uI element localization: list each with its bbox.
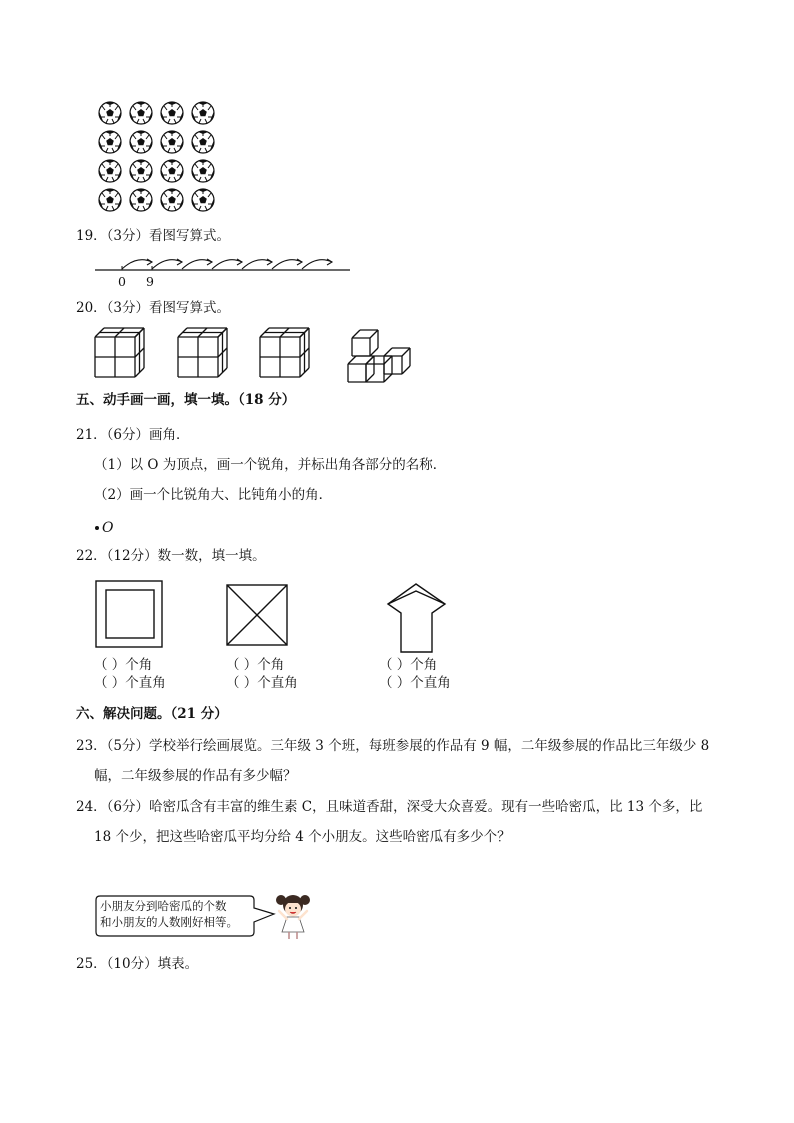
section-5-title: 五、动手画一画，填一填。（18 分） <box>76 392 296 408</box>
bubble-line-2: 和小朋友的人数刚好相等。 <box>100 914 238 929</box>
q22-label: 22．（12分）数一数，填一填。 <box>76 548 266 564</box>
q19-label: 19．（3分）看图写算式。 <box>76 228 231 244</box>
shape2-right-angles[interactable]: （ ）个直角 <box>226 675 298 691</box>
shape3-right-angles[interactable]: （ ）个直角 <box>379 675 451 691</box>
shape3-angles[interactable]: （ ）个角 <box>379 657 438 673</box>
number-line-tick-0: 0 <box>118 274 126 289</box>
q21-sub1: （1）以 O 为顶点，画一个锐角，并标出角各部分的名称． <box>94 457 447 473</box>
q20-label: 20．（3分）看图写算式。 <box>76 300 231 316</box>
q23-line1: 23．（5分）学校举行绘画展览。三年级 3 个班，每班参展的作品有 9 幅，二年级参展的作品比三年级少 8 <box>76 738 710 754</box>
q21-sub2: （2）画一个比锐角大、比钝角小的角． <box>94 487 333 503</box>
bubble-line-1: 小朋友分到哈密瓜的个数 <box>100 899 227 913</box>
number-line-tick-9: 9 <box>146 274 154 289</box>
shape1-right-angles[interactable]: （ ）个直角 <box>94 675 166 691</box>
q23-line2: 幅，二年级参展的作品有多少幅？ <box>94 768 297 784</box>
q25-label: 25．（10分）填表。 <box>76 956 199 972</box>
section-6-title: 六、解决问题。（21 分） <box>76 706 228 722</box>
shape1-angles[interactable]: （ ）个角 <box>94 657 153 673</box>
shape2-angles[interactable]: （ ）个角 <box>226 657 285 673</box>
q24-line1: 24．（6分）哈密瓜含有丰富的维生素 C，且味道香甜，深受大众喜爱。现有一些哈密瓜，比 13 个多，比 <box>76 799 703 815</box>
q21-label: 21．（6分）画角． <box>76 427 190 443</box>
point-o-label: O <box>102 520 114 536</box>
q24-line2: 18 个少，把这些哈密瓜平均分给 4 个小朋友。这些哈密瓜有多少个？ <box>94 829 511 845</box>
